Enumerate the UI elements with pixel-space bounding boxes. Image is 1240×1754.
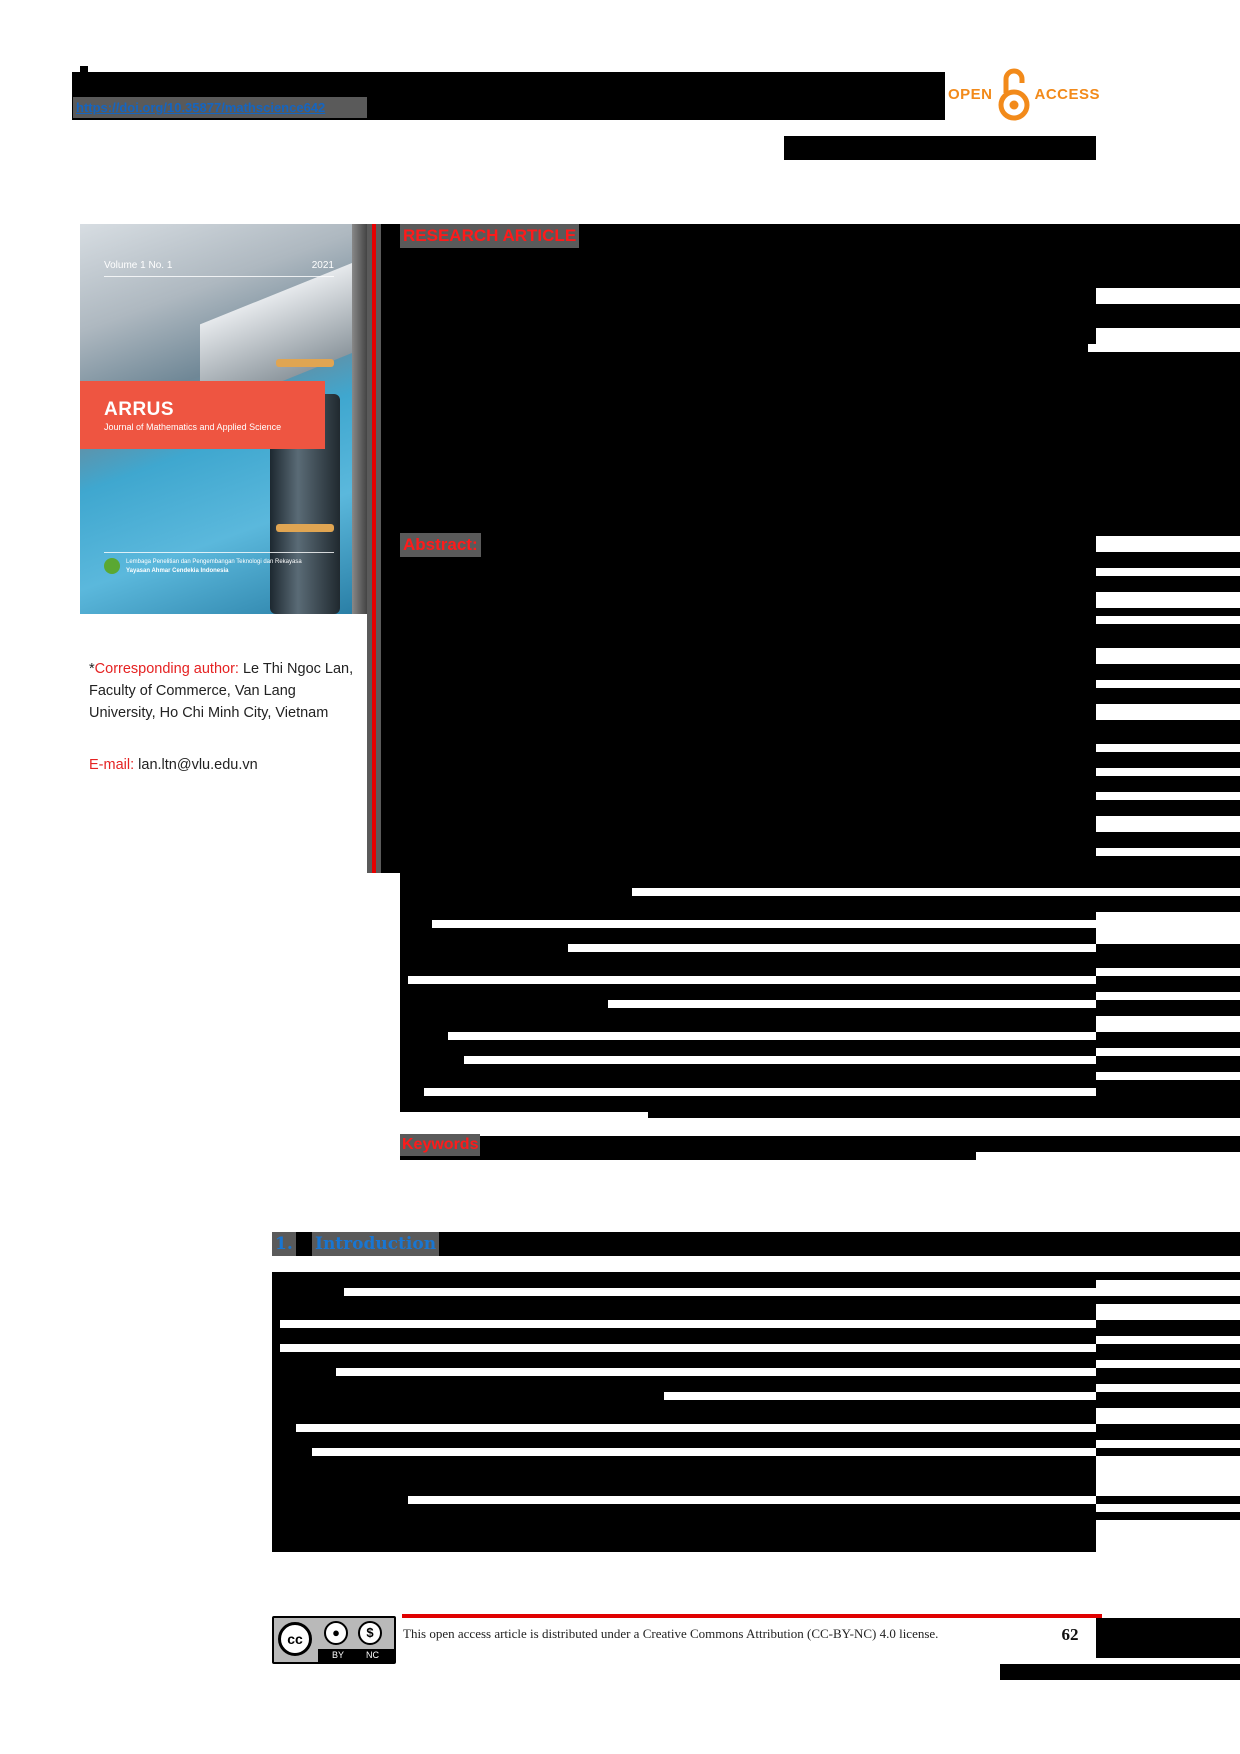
gap <box>568 944 1096 952</box>
gap <box>280 1344 1096 1352</box>
redacted-footer-right <box>1096 1618 1240 1658</box>
gap <box>1096 1456 1240 1496</box>
gap <box>1096 848 1240 856</box>
redacted-footer-right <box>1000 1664 1240 1680</box>
gap <box>1096 680 1240 688</box>
gap <box>1096 768 1240 776</box>
cover-volume: Volume 1 No. 1 <box>104 260 173 271</box>
gap <box>1096 328 1240 344</box>
gap <box>280 1320 1096 1328</box>
gap <box>408 976 1096 984</box>
gap <box>1096 648 1240 664</box>
gap <box>336 1368 1096 1376</box>
gap <box>424 1088 1096 1096</box>
gap <box>1096 992 1240 1000</box>
gap <box>1096 1304 1240 1320</box>
gap <box>1096 592 1240 608</box>
section-number: 1. <box>272 1232 296 1256</box>
noncommercial-dollar-icon: $ <box>358 1621 382 1645</box>
gap <box>1096 1360 1240 1368</box>
cc-nc-label: NC <box>366 1650 379 1660</box>
redacted-header-nub <box>80 66 88 74</box>
redacted-keywords <box>400 1152 976 1160</box>
gap <box>1096 536 1240 552</box>
cover-divider <box>104 276 334 277</box>
cover-lens-ring <box>276 524 334 532</box>
gap <box>1096 744 1240 752</box>
gap <box>1096 912 1240 944</box>
gap <box>1096 968 1240 976</box>
cover-shadow <box>352 224 367 614</box>
cover-journal-short: ARRUS <box>104 399 175 420</box>
gap <box>608 1000 1096 1008</box>
redacted-header-right-box <box>784 136 1096 160</box>
gap <box>1096 616 1240 624</box>
gap <box>1096 1048 1240 1056</box>
cover-journal-full: Journal of Mathematics and Applied Science <box>104 422 282 432</box>
gap <box>1096 1016 1240 1032</box>
gap <box>1096 1504 1240 1512</box>
page-number: 62 <box>1061 1625 1079 1644</box>
cc-by-label: BY <box>332 1650 345 1660</box>
gap <box>1096 1336 1240 1344</box>
asterisk: * <box>89 661 95 677</box>
corresponding-author-label: Corresponding author: <box>94 661 239 677</box>
cc-icon: cc <box>278 1622 312 1656</box>
gap <box>448 1032 1096 1040</box>
license-statement: This open access article is distributed under a Creative Commons Attribution (CC-BY-NC) 4.0 license. <box>403 1626 939 1641</box>
email-value: lan.ltn@vlu.edu.vn <box>134 757 258 773</box>
gap <box>1096 1440 1240 1448</box>
gap <box>1096 704 1240 720</box>
open-access-right-text: ACCESS <box>1034 85 1101 103</box>
gap <box>632 888 1240 896</box>
gap <box>1096 816 1240 832</box>
cover-lens-ring <box>276 359 334 367</box>
gap <box>344 1288 1240 1296</box>
abstract-label: Abstract: <box>400 533 481 557</box>
publisher-logo-icon <box>104 558 120 574</box>
gap <box>1096 1408 1240 1424</box>
attribution-person-icon: ● <box>324 1621 348 1645</box>
redacted-introduction-body <box>272 1272 1240 1552</box>
gap <box>464 1056 1096 1064</box>
redacted-keywords <box>400 1136 1240 1152</box>
gap <box>1096 568 1240 576</box>
email-label: E-mail: <box>89 757 135 773</box>
badge-label-strip <box>318 1649 394 1662</box>
cover-publisher-line2: Yayasan Ahmar Cendekia Indonesia <box>126 568 229 574</box>
gap <box>1096 1520 1240 1552</box>
open-access-left-text: OPEN <box>948 85 993 103</box>
journal-cover-image <box>80 224 352 614</box>
gap <box>312 1448 1096 1456</box>
gap <box>1096 1384 1240 1392</box>
gap <box>1096 792 1240 800</box>
section-title-introduction: Introduction <box>312 1232 439 1256</box>
gap <box>664 1392 1096 1400</box>
gap <box>1088 344 1240 352</box>
gap <box>1096 1072 1240 1080</box>
open-access-logo <box>948 66 1101 122</box>
cover-divider <box>104 552 334 553</box>
cover-year: 2021 <box>311 260 334 271</box>
author-email <box>89 757 258 773</box>
corresponding-author-text: Le Thi Ngoc Lan, Faculty of Commerce, Van Lang University, Ho Chi Minh City, Vietnam <box>89 661 354 721</box>
cover-publisher-line1: Lembaga Penelitian dan Pengembangan Teknologi dan Rekayasa <box>126 559 302 565</box>
cover-title-band <box>80 381 325 449</box>
cc-license-badge[interactable] <box>272 1616 396 1664</box>
doi-link[interactable]: https://doi.org/10.35877/mathscience642 <box>73 97 367 118</box>
gap <box>1096 1280 1240 1288</box>
open-lock-icon <box>997 67 1031 121</box>
gap <box>400 1112 648 1120</box>
gap <box>296 1424 1096 1432</box>
gap <box>408 1496 1096 1504</box>
accent-vertical-bar <box>367 224 381 873</box>
article-type-label: RESEARCH ARTICLE <box>400 224 579 248</box>
keywords-label: Keywords <box>400 1134 480 1156</box>
footer-red-rule <box>402 1614 1102 1618</box>
corresponding-author <box>89 658 359 724</box>
gap <box>1096 288 1240 304</box>
